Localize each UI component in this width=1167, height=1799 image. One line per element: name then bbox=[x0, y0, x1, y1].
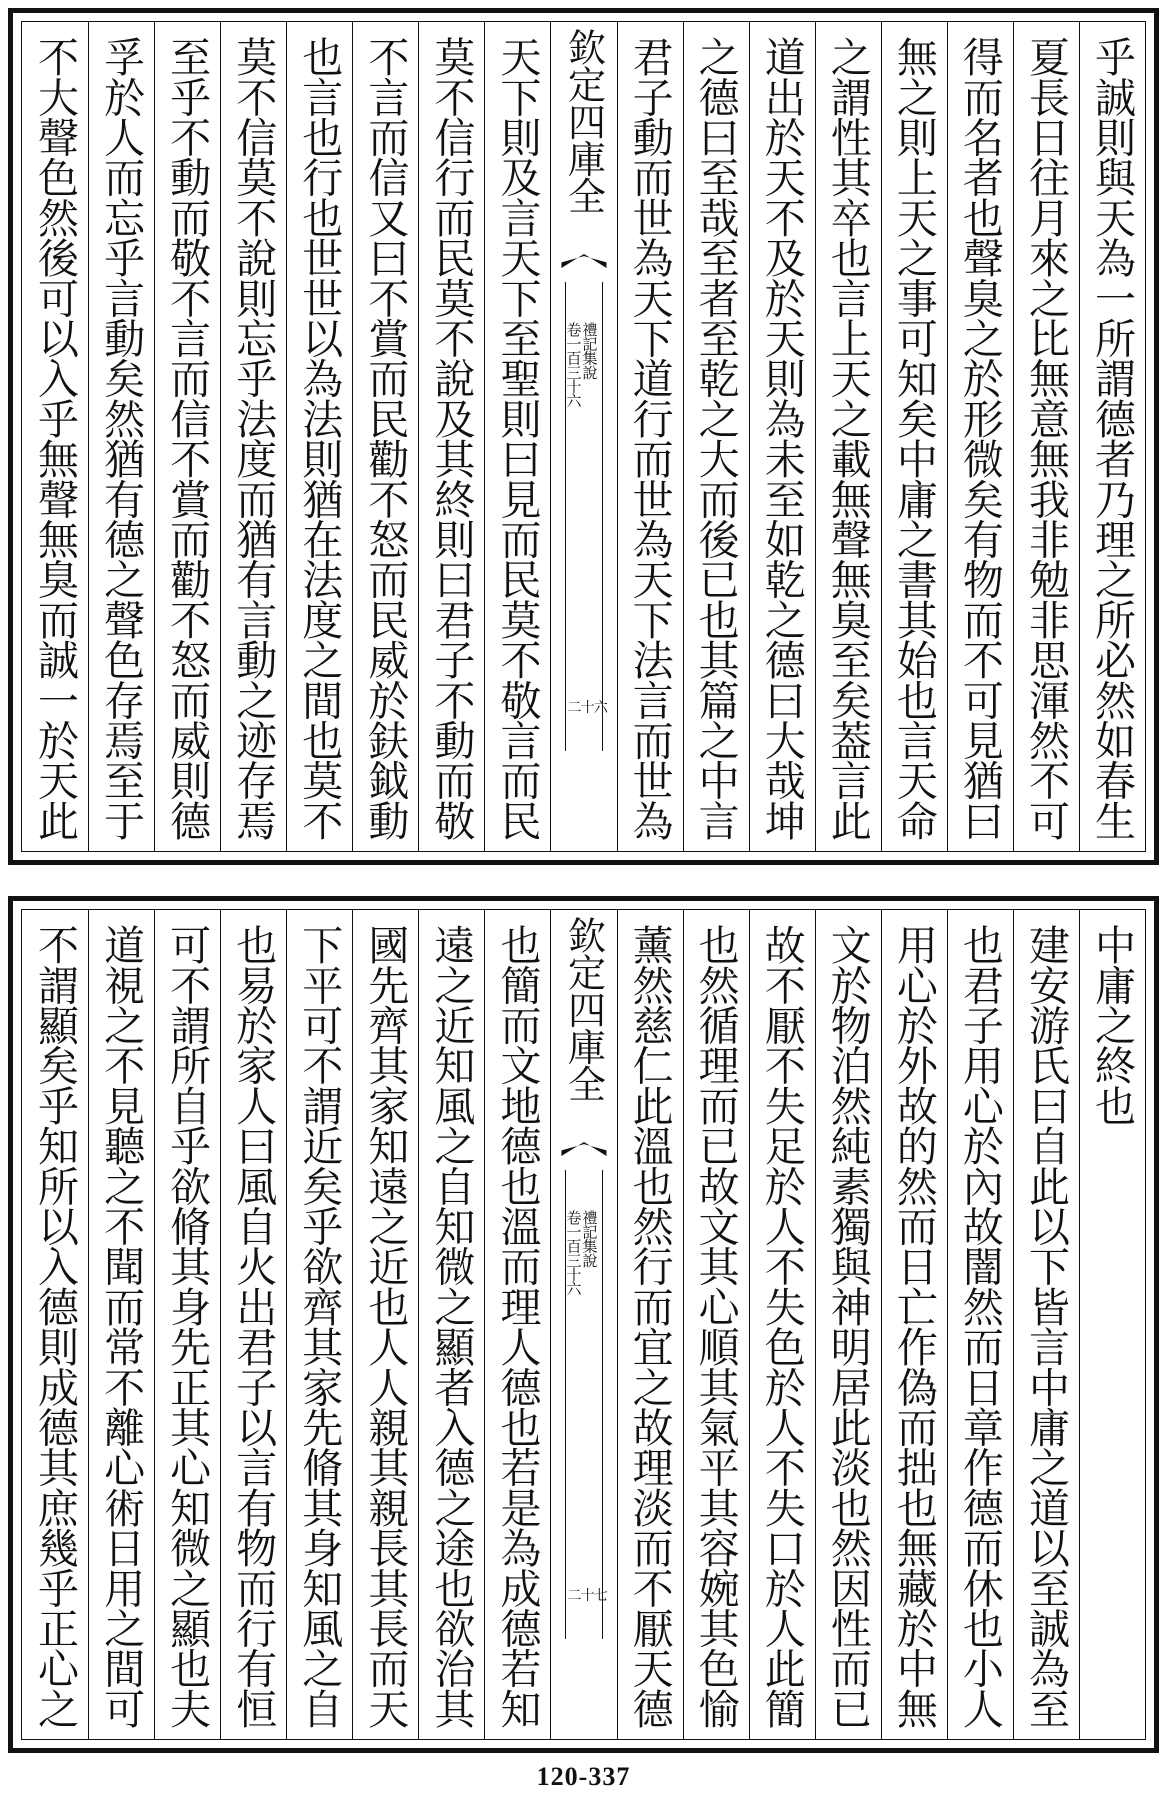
text-column: 故不厭不失足於人不失色於人不失口於人此簡 bbox=[749, 910, 815, 1739]
center-column bbox=[550, 22, 616, 851]
text-column: 夏長日往月來之比無意無我非勉非思渾然不可 bbox=[1013, 22, 1079, 851]
text-column: 無之則上天之事可知矣中庸之書其始也言天命 bbox=[881, 22, 947, 851]
fishtail-ornament bbox=[561, 254, 606, 268]
text-column: 也易於家人曰風自火出君子以言有物而行有恒 bbox=[220, 910, 286, 1739]
page-bottom-frame bbox=[21, 909, 1146, 1740]
text-column: 孚於人而忘乎言動矣然猶有德之聲色存焉至于 bbox=[88, 22, 154, 851]
text-column: 之德曰至哉至者至乾之大而後已也其篇之中言 bbox=[683, 22, 749, 851]
book-info bbox=[565, 322, 597, 407]
text-column: 可不謂所自乎欲脩其身先正其心知微之顯也夫 bbox=[154, 910, 220, 1739]
text-column: 用心於外故的然而日亡作偽而拙也無藏於中無 bbox=[881, 910, 947, 1739]
text-column: 也君子用心於內故闇然而日章作德而休也小人 bbox=[947, 910, 1013, 1739]
text-column: 也然循理而已故文其心順其氣平其容婉其色愉 bbox=[683, 910, 749, 1739]
page-bottom bbox=[8, 896, 1159, 1753]
text-column: 中庸之終也 bbox=[1079, 910, 1145, 1739]
text-column: 不言而信又曰不賞而民勸不怒而民威於鈇鉞動 bbox=[352, 22, 418, 851]
text-column: 國先齊其家知遠之近也人人親其親長其長而天 bbox=[352, 910, 418, 1739]
book-title: 禮記集說 bbox=[580, 322, 599, 379]
collection-title: 欽定四庫全 bbox=[561, 28, 606, 215]
text-column: 乎誠則與天為一所謂德者乃理之所必然如春生 bbox=[1079, 22, 1145, 851]
fishtail-ornament bbox=[561, 1142, 606, 1156]
text-column: 文於物泊然純素獨與神明居此淡也然因性而已 bbox=[815, 910, 881, 1739]
text-column: 遠之近知風之自知微之顯者入德之途也欲治其 bbox=[418, 910, 484, 1739]
text-columns-bottom bbox=[22, 910, 1145, 1739]
volume-label: 卷一百三十六 bbox=[564, 322, 583, 408]
text-column: 莫不信行而民莫不說及其終則曰君子不動而敬 bbox=[418, 22, 484, 851]
text-column: 不大聲色然後可以入乎無聲無臭而誠一於天此 bbox=[31, 36, 79, 841]
text-column: 道出於天不及於天則為未至如乾之德曰大哉坤 bbox=[749, 22, 815, 851]
leaf-number: 二十七 bbox=[567, 1588, 608, 1604]
text-column: 也言也行也世世以為法則猶在法度之間也莫不 bbox=[286, 22, 352, 851]
page-top-frame bbox=[21, 21, 1146, 852]
book-title: 禮記集說 bbox=[580, 1210, 599, 1267]
volume-label: 卷一百三十六 bbox=[564, 1210, 583, 1296]
text-column: 建安游氏曰自此以下皆言中庸之道以至誠為至 bbox=[1013, 910, 1079, 1739]
page-top bbox=[8, 8, 1159, 865]
text-column: 下平可不謂近矣乎欲齊其家先脩其身知風之自 bbox=[286, 910, 352, 1739]
book-info bbox=[565, 1210, 597, 1295]
text-column: 莫不信莫不說則忘乎法度而猶有言動之迹存焉 bbox=[220, 22, 286, 851]
text-column: 之謂性其卒也言上天之載無聲無臭至矣葢言此 bbox=[815, 22, 881, 851]
text-columns-top bbox=[22, 22, 1145, 851]
text-column: 道視之不見聽之不聞而常不離心術日用之間可 bbox=[88, 910, 154, 1739]
text-column: 不謂顯矣乎知所以入德則成德其庶幾乎正心之 bbox=[31, 924, 79, 1729]
text-column: 得而名者也聲臭之於形微矣有物而不可見猶曰 bbox=[947, 22, 1013, 851]
leaf-number: 二十六 bbox=[567, 700, 608, 716]
text-column: 也簡而文地德也溫而理人德也若是為成德若知 bbox=[484, 910, 550, 1739]
text-column: 薰然慈仁此溫也然行而宜之故理淡而不厭天德 bbox=[617, 910, 683, 1739]
page-number: 120-337 bbox=[536, 1762, 631, 1791]
collection-title: 欽定四庫全 bbox=[561, 916, 606, 1103]
text-column: 君子動而世為天下道行而世為天下法言而世為 bbox=[617, 22, 683, 851]
text-column: 至乎不動而敬不言而信不賞而勸不怒而威則德 bbox=[154, 22, 220, 851]
text-column: 天下則及言天下至聖則曰見而民莫不敬言而民 bbox=[484, 22, 550, 851]
center-column bbox=[550, 910, 616, 1739]
